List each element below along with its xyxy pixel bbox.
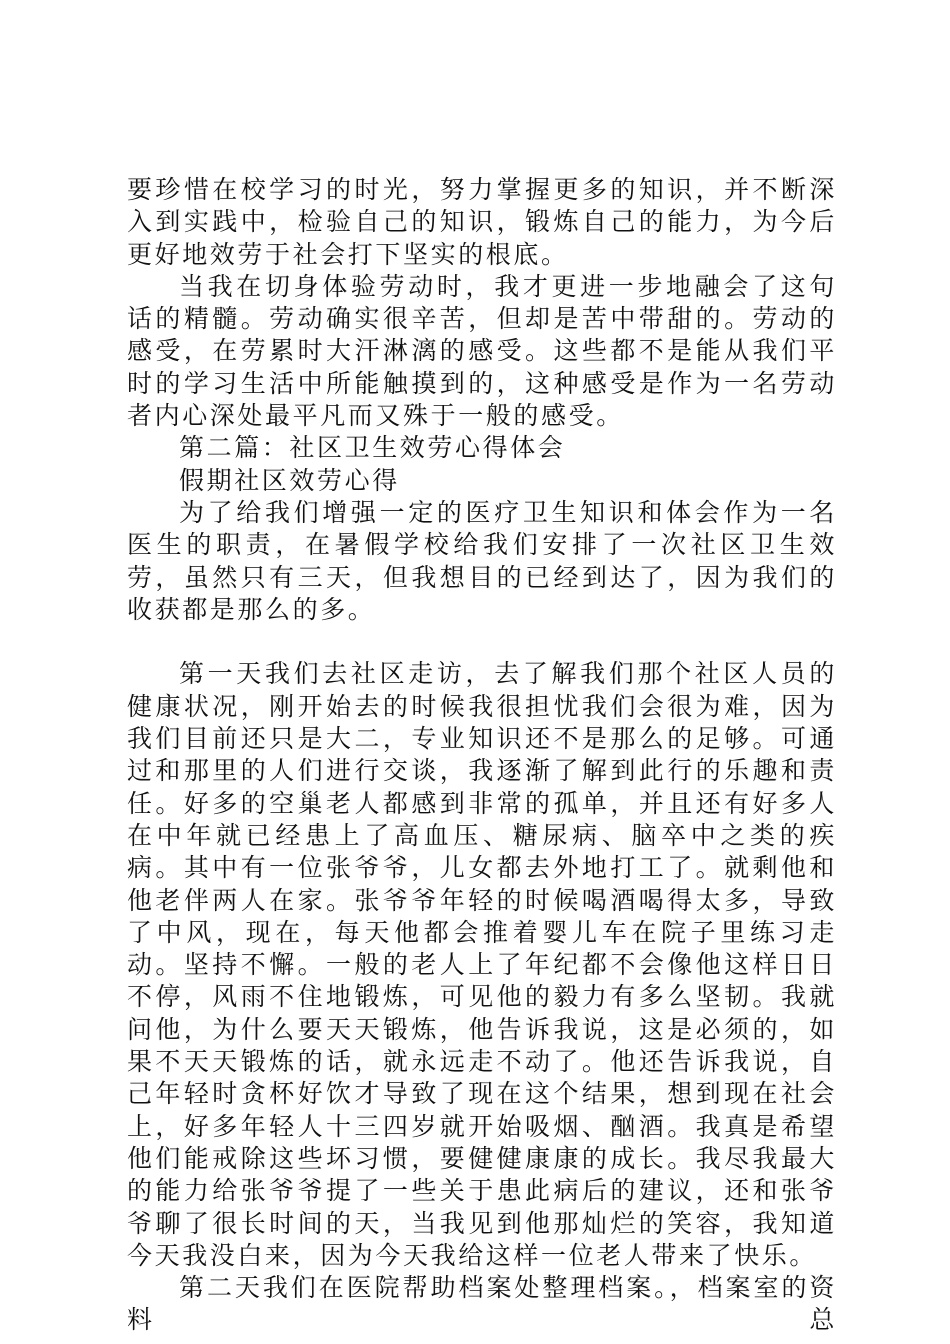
blank-line — [127, 626, 837, 658]
paragraph-2: 当我在切身体验劳动时，我才更进一步地融会了这句话的精髓。劳动确实很辛苦，但却是苦中带甜的。劳动的感受，在劳累时大汗淋漓的感受。这些都不是能从我们平时的学习生活中所能触摸到的，这种感受是作为一名劳动者内心深处最平凡而又殊于一般的感受。 — [127, 271, 837, 431]
section-subtitle: 假期社区效劳心得 — [179, 465, 400, 495]
paragraph-4: 第一天我们去社区走访，去了解我们那个社区人员的健康状况，刚开始去的时候我很担忧我们会很为难，因为我们目前还只是大二，专业知识还不是那么的足够。可通过和那里的人们进行交谈，我逐渐了解到此行的乐趣和责任。好多的空巢老人都感到非常的孤单，并且还有好多人在中年就已经患上了高血压、糖尿病、脑卒中之类的疾病。其中有一位张爷爷，儿女都去外地打工了。就剩他和他老伴两人在家。张爷爷年轻的时候喝酒喝得太多，导致了中风，现在，每天他都会推着婴儿车在院子里练习走动。坚持不懈。一般的老人上了年纪都不会像他这样日日不停，风雨不住地锻炼，可见他的毅力有多么坚韧。我就问他，为什么要天天锻炼，他告诉我说，这是必须的，如果不天天锻炼的话，就永远走不动了。他还告诉我说，自己年轻时贪杯好饮才导致了现在这个结果，想到现在社会上，好多年轻人十三四岁就开始吸烟、酗酒。我真是希望他们能戒除这些坏习惯，要健健康康的成长。我尽我最大的能力给张爷爷提了一些关于患此病后的建议，还和张爷爷聊了很长时间的天，当我见到他那灿烂的笑容，我知道今天我没白来，因为今天我给这样一位老人带来了快乐。 — [127, 659, 837, 1270]
paragraph-1: 要珍惜在校学习的时光，努力掌握更多的知识，并不断深入到实践中，检验自己的知识，锻炼自己的能力，为今后更好地效劳于社会打下坚实的根底。 — [127, 175, 837, 269]
paragraph-3: 为了给我们增强一定的医疗卫生知识和体会作为一名医生的职责，在暑假学校给我们安排了一次社区卫生效劳，虽然只有三天，但我想目的已经到达了，因为我们的收获都是那么的多。 — [127, 497, 837, 624]
section-heading: 第二篇：社区卫生效劳心得体会 — [179, 433, 566, 463]
paragraph-5: 第二天我们在医院帮助档案处整理档案。，档案室的资料总 — [127, 1273, 837, 1335]
body-text — [127, 174, 837, 1337]
